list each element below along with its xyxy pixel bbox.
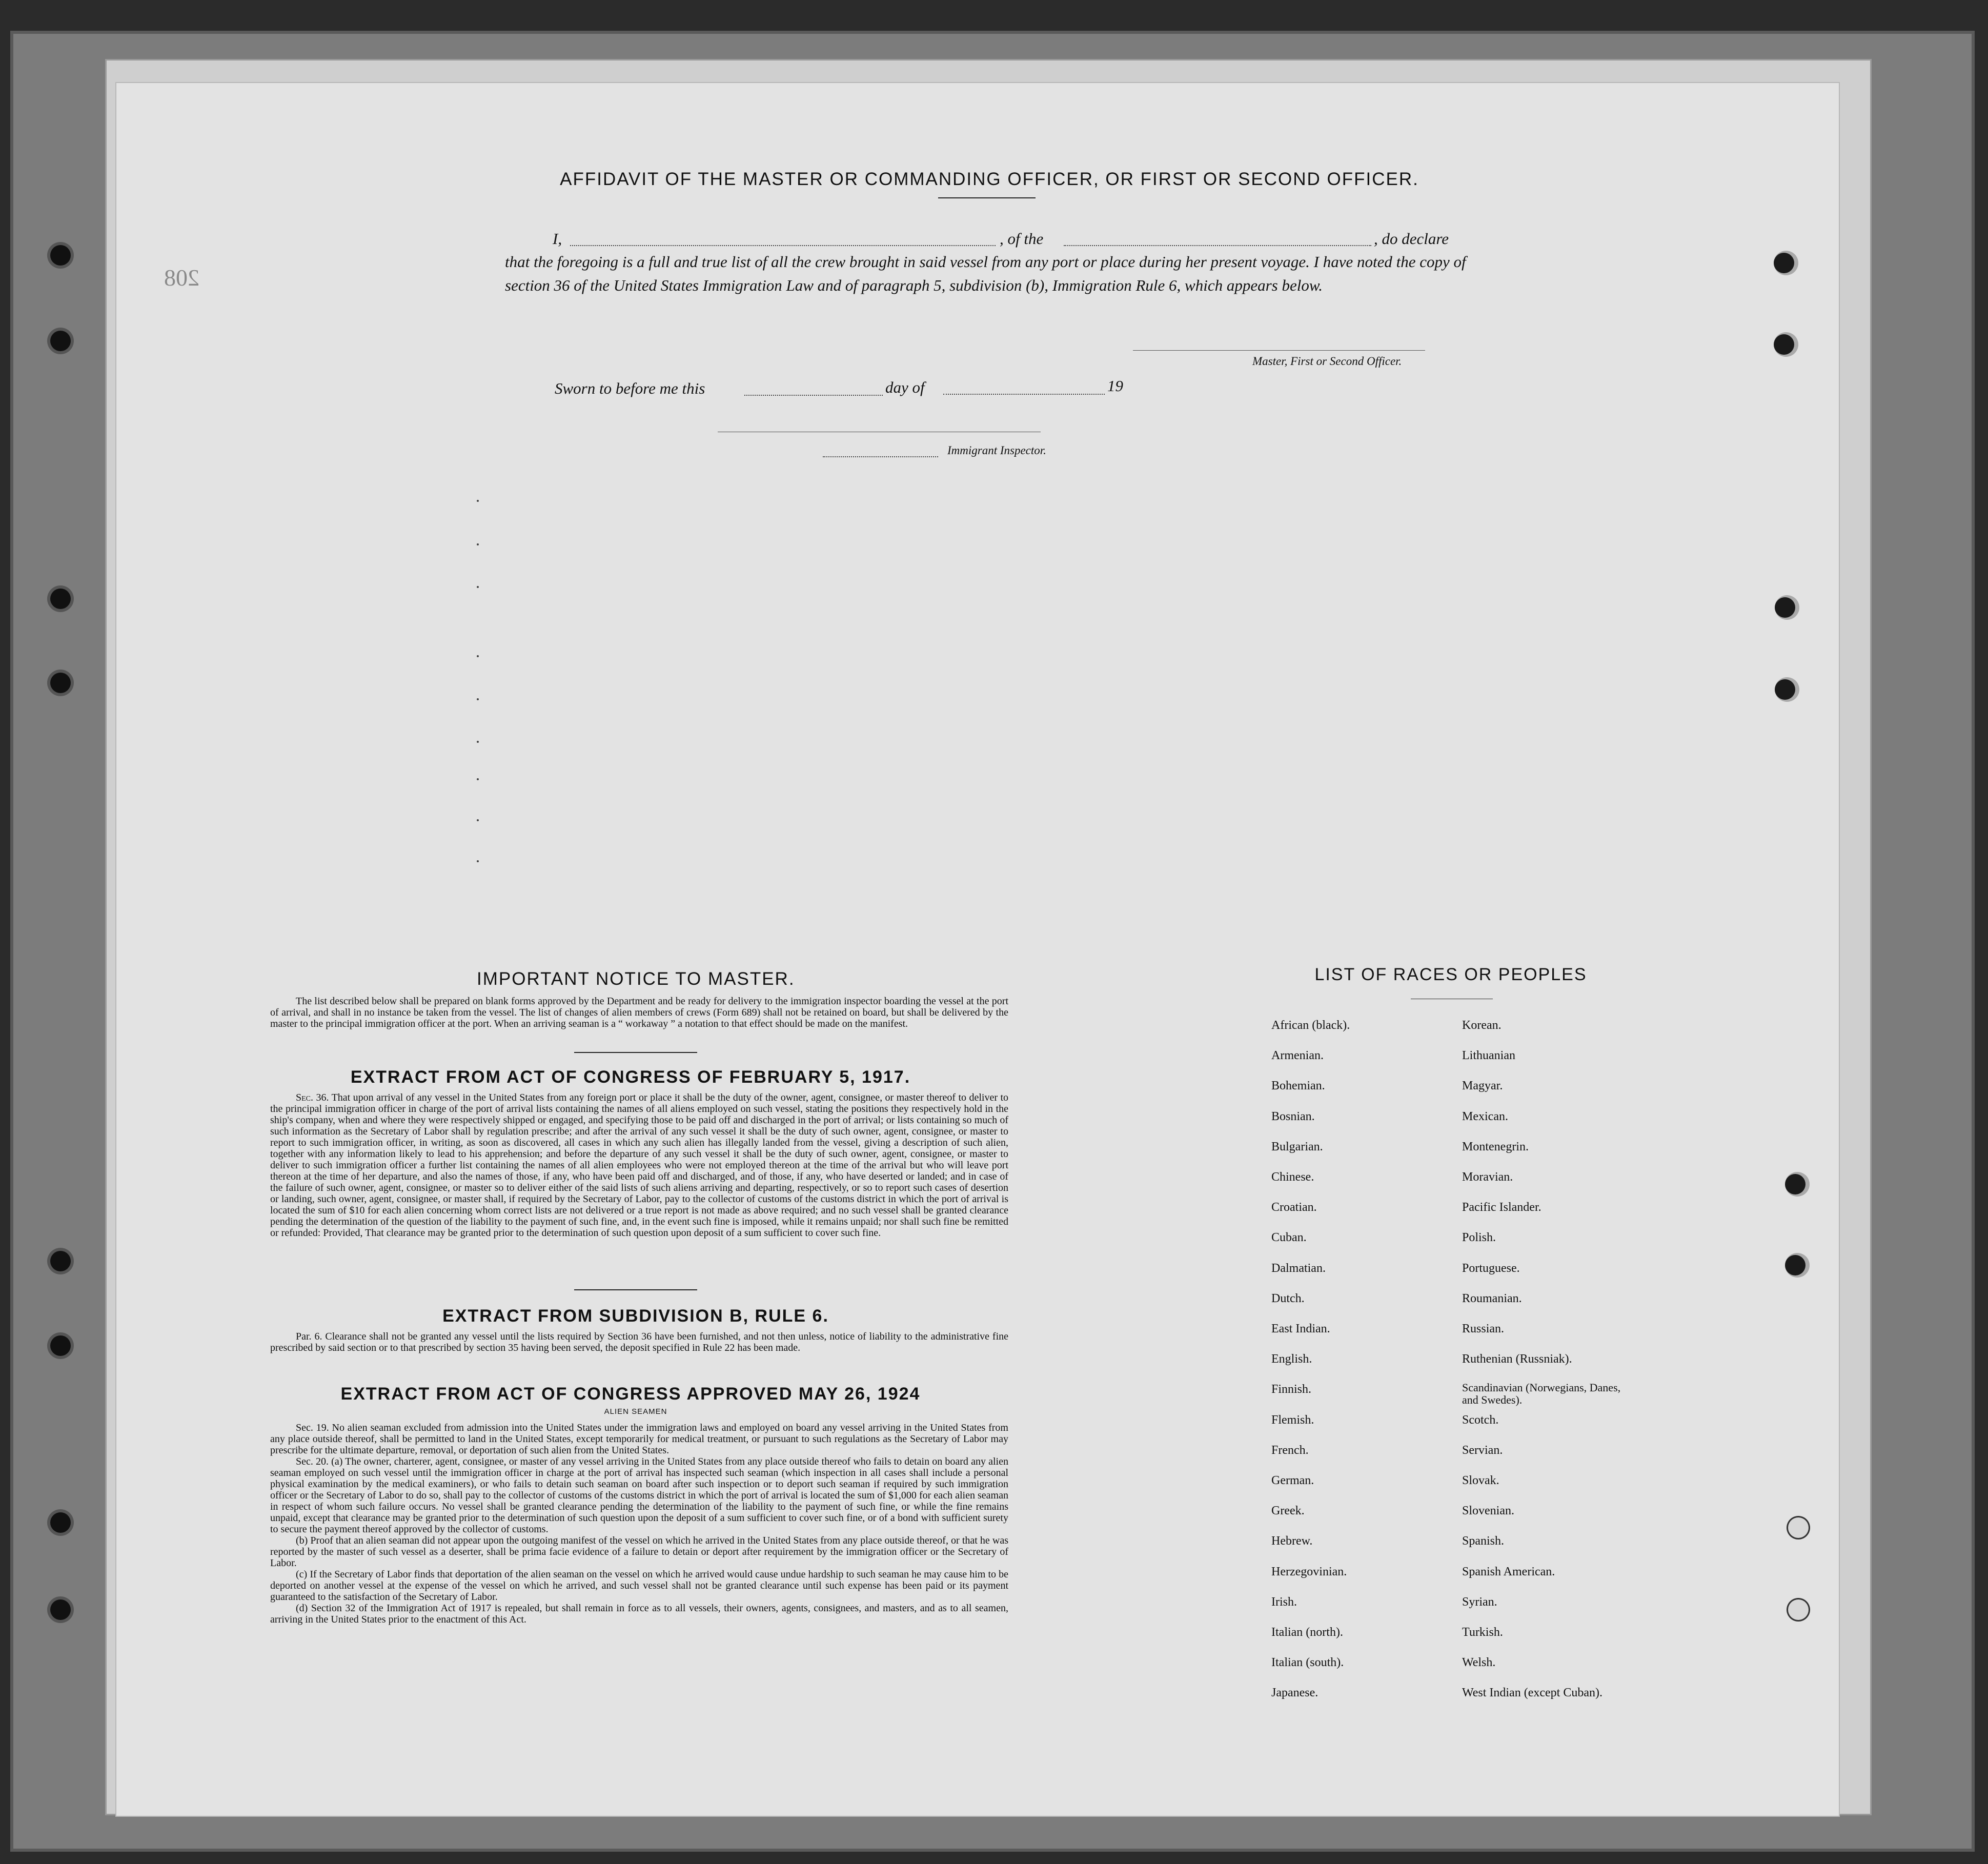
binder-hole-right-4 bbox=[1775, 679, 1795, 700]
races-column-2 bbox=[1462, 1018, 1698, 1715]
race-item: Irish. bbox=[1271, 1595, 1297, 1609]
sworn-day-field bbox=[744, 395, 883, 396]
race-item: Slovak. bbox=[1462, 1474, 1499, 1487]
stray-mark bbox=[477, 698, 479, 700]
stray-mark bbox=[477, 819, 479, 821]
races-title: LIST OF RACES OR PEOPLES bbox=[1314, 965, 1587, 984]
extract-1924-paragraph: Sec. 19. No alien seaman excluded from admission into the United States under the immigration laws and employed on board any vessel arriving in the United States from any place outside thereof, shall be permitted to land in the United States, except temporarily for medical treatment, or pursuant to such regulations as the Secretary of Labor may prescribe for the ultimate departure, removal, or deportation of such alien from the United States. bbox=[270, 1422, 1008, 1456]
race-item: Mexican. bbox=[1462, 1110, 1508, 1123]
stray-mark bbox=[477, 860, 479, 862]
race-item: Servian. bbox=[1462, 1444, 1503, 1457]
extract-1924-paragraph: (d) Section 32 of the Immigration Act of 1917 is repealed, but shall remain in force as to all vessels, their owners, agents, consignees, and masters, and as to all seamen, arriving in the United States prior to the enactment of this Act. bbox=[270, 1603, 1008, 1625]
race-item: Montenegrin. bbox=[1462, 1140, 1529, 1153]
race-item: Portuguese. bbox=[1462, 1262, 1520, 1275]
race-item: Dalmatian. bbox=[1271, 1262, 1326, 1275]
stray-mark bbox=[477, 741, 479, 743]
extract-1917-rule bbox=[574, 1289, 697, 1290]
race-item: German. bbox=[1271, 1474, 1314, 1487]
race-item: Bohemian. bbox=[1271, 1079, 1325, 1092]
extract-1917-title: EXTRACT FROM ACT OF CONGRESS OF FEBRUARY 5, 1917. bbox=[350, 1067, 911, 1087]
extract-1917-text: That upon arrival of any vessel in the United States from any foreign port or place it shall be the duty of the owner, agent, consignee, or master thereof to deliver to the principal immigration officer in charge of the port of arrival lists containing the names of all aliens employed on such vessel, stating the positions they respectively hold in the ship's company, when and where they were respectively shipped or engaged, and specifying those to be paid off and discharged in the port of arrival; or lists containing so much of such information as the Secretary of Labor shall by regulation prescribe; and after the arrival of any such vessel it shall be the duty of such owner, agent, consignee, or master to report to such immigration officer, in writing, as soon as discovered, all cases in which any such alien has illegally landed from the vessel, giving a description of such alien, together with any information likely to lead to his apprehension; and before the departure of any such vessel it shall be the duty of such owner, agent, consignee, or master to deliver to such immigration officer a further list containing the names of all alien employees who were not employed thereon at the time of the arrival but who will leave port thereon at the time of her departure, and also the names of those, if any, who have been paid off and discharged, and of those, if any, who have deserted or landed; and in case of the failure of such owner, agent, consignee, or master so to deliver either of the said lists of such aliens arriving and departing, respectively, or so to report such cases of desertion or landing, such owner, agent, consignee, or master shall, if required by the Secretary of Labor, pay to the collector of customs of the customs district in which the port of arrival is located the sum of $10 for each alien concerning whom correct lists are not delivered or a true report is not made as above required; and no such vessel shall be granted clearance pending the determination of the question of the liability to the payment of such fine, and, in the event such fine is imposed, while it remains unpaid; nor shall such fine be remitted or refunded: Provided, That clearance may be granted prior to the determination of such question upon deposit of a sum sufficient to cover such fine. bbox=[270, 1092, 1009, 1239]
binder-hole-right-8 bbox=[1788, 1599, 1809, 1620]
race-item: Roumanian. bbox=[1462, 1292, 1522, 1305]
race-item: Spanish. bbox=[1462, 1534, 1505, 1548]
race-item: Cuban. bbox=[1271, 1231, 1307, 1244]
extract-1917-body bbox=[270, 1092, 1008, 1239]
inspector-label: Immigrant Inspector. bbox=[947, 444, 1046, 457]
race-item: Finnish. bbox=[1271, 1383, 1312, 1396]
stray-mark bbox=[477, 778, 479, 780]
race-item: Bosnian. bbox=[1271, 1110, 1315, 1123]
race-item: Italian (north). bbox=[1271, 1626, 1343, 1639]
race-item: Japanese. bbox=[1271, 1686, 1318, 1699]
race-item: African (black). bbox=[1271, 1019, 1350, 1032]
race-item: Korean. bbox=[1462, 1019, 1502, 1032]
race-item: Armenian. bbox=[1271, 1049, 1324, 1062]
extract-1924-paragraph: (c) If the Secretary of Labor finds that deportation of the alien seaman on the vessel on which he arrived would cause undue hardship to such seaman he may cause him to be deported on another vessel at the expense of the vessel on which he arrived, and such vessel shall not be granted clearance until such expense has been paid or its payment guaranteed to the satisfaction of the Secretary of Labor. bbox=[270, 1569, 1008, 1603]
race-item: Greek. bbox=[1271, 1504, 1305, 1517]
race-item: Syrian. bbox=[1462, 1595, 1497, 1609]
race-item: Flemish. bbox=[1271, 1413, 1314, 1427]
stray-mark bbox=[477, 543, 479, 545]
extract-rule6-body bbox=[270, 1331, 1008, 1353]
race-item: Welsh. bbox=[1462, 1656, 1496, 1669]
affidavit-title-rule bbox=[938, 197, 1036, 198]
race-item: Scotch. bbox=[1462, 1413, 1499, 1427]
race-item: English. bbox=[1271, 1352, 1312, 1366]
race-item: Spanish American. bbox=[1462, 1565, 1555, 1578]
binder-hole-left-6 bbox=[50, 1335, 71, 1356]
race-item: Magyar. bbox=[1462, 1079, 1503, 1092]
extract-1924-subtitle: ALIEN SEAMEN bbox=[604, 1407, 667, 1416]
race-item: Herzegovinian. bbox=[1271, 1565, 1347, 1578]
binder-hole-right-5 bbox=[1785, 1174, 1806, 1194]
extract-1924-paragraph: Sec. 20. (a) The owner, charterer, agent, consignee, or master of any vessel arriving in the United States from any place outside thereof who fails to detain on board any alien seaman employed on such vessel until the immigration officer in charge at the port of arrival has inspected such seaman (which inspection in all cases shall include a personal physical examination by the medical examiners), or who fails to detain such seaman on board after such inspection or to deport such seaman if required by such immigration officer or the Secretary of Labor to do so, shall pay to the collector of customs of the customs district in which the port of arrival is located the sum of $1,000 for each alien seaman in respect of whom such failure occurs. No vessel shall be granted clearance pending the determination of the liability to the payment of such fine, or while the fine remains unpaid, except that clearance may be granted prior to the determination of such question upon the deposit of a sum sufficient to cover such fine, or of a bond with sufficient surety to secure the payment thereof approved by the collector of customs. bbox=[270, 1456, 1008, 1535]
stray-mark bbox=[477, 500, 479, 502]
race-item: East Indian. bbox=[1271, 1322, 1330, 1335]
inspector-name-field bbox=[823, 456, 938, 457]
section-label: Sec. 36. bbox=[296, 1092, 329, 1103]
race-item: Slovenian. bbox=[1462, 1504, 1514, 1517]
affidavit-of-the-label: , of the bbox=[1000, 230, 1044, 248]
binder-hole-right-1 bbox=[1774, 253, 1794, 273]
notice-paragraph: The list described below shall be prepared on blank forms approved by the Department and be ready for delivery to the immigration inspector boarding the vessel at the port of arrival, and shall in no instance be taken from the vessel. The list of changes of alien members of crews (Form 689) shall not be retained on board, but shall be delivered by the master to the principal immigration officer at the port. When an arriving seaman is a “ workaway ” a notation to that effect should be made on the manifest. bbox=[270, 996, 1008, 1029]
race-item: Moravian. bbox=[1462, 1170, 1513, 1184]
binder-hole-right-7 bbox=[1788, 1517, 1809, 1538]
extract-1917-paragraph bbox=[270, 1092, 1008, 1239]
binder-hole-left-8 bbox=[50, 1599, 71, 1620]
extract-1924-title: EXTRACT FROM ACT OF CONGRESS APPROVED MAY 26, 1924 bbox=[340, 1384, 921, 1404]
margin-page-number: 208 bbox=[164, 265, 199, 291]
race-item: Lithuanian bbox=[1462, 1049, 1515, 1062]
race-item: Turkish. bbox=[1462, 1626, 1503, 1639]
race-item: Croatian. bbox=[1271, 1201, 1317, 1214]
affidavit-name-field bbox=[570, 245, 996, 246]
sworn-month-field bbox=[943, 394, 1105, 395]
race-item: Italian (south). bbox=[1271, 1656, 1344, 1669]
binder-hole-left-4 bbox=[50, 673, 71, 693]
race-item: Polish. bbox=[1462, 1231, 1496, 1244]
signature-label: Master, First or Second Officer. bbox=[1252, 355, 1402, 368]
stray-mark bbox=[477, 655, 479, 657]
affidavit-title: AFFIDAVIT OF THE MASTER OR COMMANDING OFFICER, OR FIRST OR SECOND OFFICER. bbox=[560, 169, 1419, 189]
extract-1924-paragraph: (b) Proof that an alien seaman did not appear upon the outgoing manifest of the vessel on which he arrived in the United States from any place outside thereof, or that he was reported by the master of such vessel as a deserter, shall be prima facie evidence of a failure to detain or deport after requirement by the immigration officer or the Secretary of Labor. bbox=[270, 1535, 1008, 1569]
notice-text bbox=[270, 996, 1008, 1029]
affidavit-vessel-field bbox=[1064, 245, 1371, 246]
sworn-day-of: day of bbox=[885, 378, 925, 396]
signature-line bbox=[1133, 350, 1425, 351]
affidavit-body: that the foregoing is a full and true list of all the crew brought in said vessel from any port or place during her present voyage. I have noted the copy of section 36 of the United States Immigration Law and of paragraph 5, subdivision (b), Immigration Rule 6, which appears below. bbox=[505, 253, 1466, 294]
race-item: Hebrew. bbox=[1271, 1534, 1313, 1548]
race-item: Bulgarian. bbox=[1271, 1140, 1323, 1153]
binder-hole-left-1 bbox=[50, 245, 71, 266]
binder-hole-left-7 bbox=[50, 1512, 71, 1533]
notice-rule bbox=[574, 1052, 697, 1053]
sworn-prefix: Sworn to before me this bbox=[555, 379, 705, 397]
race-item: Dutch. bbox=[1271, 1292, 1305, 1305]
notice-title: IMPORTANT NOTICE TO MASTER. bbox=[477, 969, 795, 989]
race-item: Ruthenian (Russniak). bbox=[1462, 1352, 1572, 1366]
race-item: Russian. bbox=[1462, 1322, 1505, 1335]
race-item: Pacific Islander. bbox=[1462, 1201, 1541, 1214]
stray-mark bbox=[477, 586, 479, 588]
extract-1924-body bbox=[270, 1422, 1008, 1625]
race-item: French. bbox=[1271, 1444, 1309, 1457]
affidavit-i-label: I, bbox=[553, 230, 562, 248]
binder-hole-left-5 bbox=[50, 1251, 71, 1271]
binder-hole-right-2 bbox=[1774, 334, 1794, 355]
binder-hole-right-6 bbox=[1785, 1255, 1806, 1275]
binder-hole-left-3 bbox=[50, 589, 71, 609]
extract-rule6-title: EXTRACT FROM SUBDIVISION B, RULE 6. bbox=[442, 1306, 829, 1326]
extract-rule6-paragraph: Par. 6. Clearance shall not be granted any vessel until the lists required by Section 36 have been furnished, and not then unless, notice of liability to the administrative fine prescribed by said section or to that prescribed by section 35 having been served, the deposit specified in Rule 22 has been made. bbox=[270, 1331, 1008, 1353]
race-item: West Indian (except Cuban). bbox=[1462, 1686, 1602, 1699]
race-item: Scandinavian (Norwegians, Danes, and Swedes). bbox=[1462, 1381, 1621, 1406]
binder-hole-left-2 bbox=[50, 331, 71, 351]
sworn-year: 19 bbox=[1107, 377, 1123, 395]
binder-hole-right-3 bbox=[1775, 597, 1795, 618]
race-item: Chinese. bbox=[1271, 1170, 1314, 1184]
affidavit-declare-label: , do declare bbox=[1374, 230, 1449, 248]
